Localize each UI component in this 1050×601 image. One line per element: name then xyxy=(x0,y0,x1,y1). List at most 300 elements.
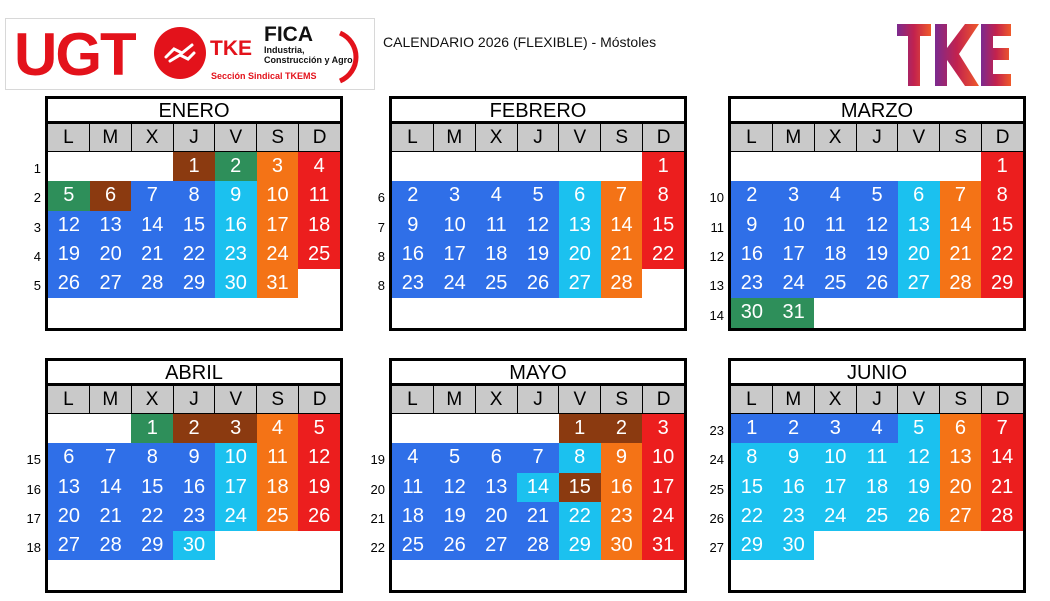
day-cell: 24 xyxy=(773,269,815,298)
empty-cell xyxy=(257,298,299,327)
day-cell: 22 xyxy=(173,240,215,269)
day-cell: 14 xyxy=(601,211,643,240)
empty-cell xyxy=(215,298,257,327)
empty-cell xyxy=(856,531,898,560)
empty-cell xyxy=(434,152,476,181)
day-cell: 11 xyxy=(814,211,856,240)
day-cell: 1 xyxy=(642,152,684,181)
week-number: 26 xyxy=(709,510,724,526)
day-cell: 29 xyxy=(131,531,173,560)
empty-cell xyxy=(898,298,940,327)
weekday-label: L xyxy=(731,386,773,414)
empty-cell xyxy=(392,414,434,443)
day-cell: 9 xyxy=(215,181,257,210)
weekday-header xyxy=(731,124,1023,152)
day-cell: 12 xyxy=(298,443,340,472)
week-row xyxy=(731,240,1023,269)
empty-cell xyxy=(642,560,684,589)
day-cell: 29 xyxy=(731,531,773,560)
day-cell: 17 xyxy=(215,473,257,502)
week-number: 12 xyxy=(709,248,724,264)
empty-cell xyxy=(257,531,299,560)
weekday-label: D xyxy=(982,386,1023,414)
empty-cell xyxy=(940,531,982,560)
empty-cell xyxy=(475,152,517,181)
week-row xyxy=(48,269,340,298)
day-cell: 3 xyxy=(215,414,257,443)
day-cell: 6 xyxy=(898,181,940,210)
weekday-label: D xyxy=(643,386,684,414)
fica-subtitle: Industria, Construcción y Agro xyxy=(264,45,353,65)
empty-cell xyxy=(475,298,517,327)
week-number: 23 xyxy=(709,423,724,438)
week-row xyxy=(392,414,684,443)
day-cell: 17 xyxy=(257,211,299,240)
weekday-label: S xyxy=(940,386,982,414)
empty-cell xyxy=(90,152,132,181)
week-number: 21 xyxy=(370,510,385,526)
day-cell: 24 xyxy=(215,502,257,531)
empty-cell xyxy=(940,560,982,589)
weekday-label: V xyxy=(898,386,940,414)
empty-cell xyxy=(90,414,132,443)
day-cell: 20 xyxy=(559,240,601,269)
day-cell: 1 xyxy=(731,414,773,443)
day-cell: 19 xyxy=(856,240,898,269)
day-cell: 27 xyxy=(48,531,90,560)
empty-cell xyxy=(434,298,476,327)
empty-cell xyxy=(475,560,517,589)
empty-cell xyxy=(940,298,982,327)
day-cell: 15 xyxy=(642,211,684,240)
day-cell: 2 xyxy=(773,414,815,443)
week-row xyxy=(392,152,684,181)
day-cell: 11 xyxy=(257,443,299,472)
weekday-header xyxy=(392,124,684,152)
day-cell: 5 xyxy=(298,414,340,443)
week-row xyxy=(731,473,1023,502)
day-cell: 5 xyxy=(898,414,940,443)
week-row xyxy=(731,560,1023,589)
empty-cell xyxy=(773,152,815,181)
day-cell: 15 xyxy=(173,211,215,240)
weekday-label: S xyxy=(257,386,299,414)
week-number: 3 xyxy=(33,219,41,235)
day-cell: 8 xyxy=(642,181,684,210)
day-cell: 31 xyxy=(257,269,299,298)
day-cell: 8 xyxy=(731,443,773,472)
week-number: 7 xyxy=(377,219,385,235)
day-cell: 11 xyxy=(392,473,434,502)
day-cell: 17 xyxy=(642,473,684,502)
day-cell: 1 xyxy=(173,152,215,181)
ugt-logo-text: UGT xyxy=(14,21,135,88)
weekday-label: J xyxy=(857,124,899,152)
empty-cell xyxy=(48,152,90,181)
day-cell: 8 xyxy=(173,181,215,210)
day-cell: 2 xyxy=(173,414,215,443)
day-cell: 27 xyxy=(90,269,132,298)
day-cell: 4 xyxy=(392,443,434,472)
empty-cell xyxy=(814,152,856,181)
week-row xyxy=(392,531,684,560)
day-cell: 10 xyxy=(257,181,299,210)
empty-cell xyxy=(517,560,559,589)
month-title: ABRIL xyxy=(45,358,343,386)
weekday-label: D xyxy=(982,124,1023,152)
day-cell: 10 xyxy=(215,443,257,472)
day-cell: 4 xyxy=(814,181,856,210)
weekday-label: X xyxy=(476,386,518,414)
week-row xyxy=(731,414,1023,443)
empty-cell xyxy=(731,152,773,181)
week-row xyxy=(48,414,340,443)
month-title: JUNIO xyxy=(728,358,1026,386)
day-cell: 25 xyxy=(298,240,340,269)
empty-cell xyxy=(517,298,559,327)
day-cell: 18 xyxy=(475,240,517,269)
week-row xyxy=(392,240,684,269)
day-cell: 8 xyxy=(559,443,601,472)
day-cell: 30 xyxy=(215,269,257,298)
day-cell: 13 xyxy=(940,443,982,472)
empty-cell xyxy=(642,298,684,327)
day-cell: 19 xyxy=(434,502,476,531)
weekday-label: V xyxy=(215,386,257,414)
month-grid xyxy=(389,386,687,593)
day-cell: 23 xyxy=(601,502,643,531)
day-cell: 9 xyxy=(731,211,773,240)
week-row xyxy=(392,211,684,240)
weekday-label: V xyxy=(215,124,257,152)
empty-cell xyxy=(48,414,90,443)
week-row xyxy=(731,152,1023,181)
day-cell: 22 xyxy=(981,240,1023,269)
empty-cell xyxy=(517,152,559,181)
day-cell: 14 xyxy=(517,473,559,502)
empty-cell xyxy=(773,560,815,589)
weekday-label: J xyxy=(174,386,216,414)
week-number: 8 xyxy=(377,278,385,294)
week-row xyxy=(392,560,684,589)
day-cell: 28 xyxy=(131,269,173,298)
empty-cell xyxy=(298,269,340,298)
day-cell: 3 xyxy=(257,152,299,181)
day-cell: 7 xyxy=(601,181,643,210)
day-cell: 14 xyxy=(90,473,132,502)
empty-cell xyxy=(48,560,90,589)
day-cell: 1 xyxy=(131,414,173,443)
week-row xyxy=(48,211,340,240)
weekday-label: D xyxy=(299,386,340,414)
day-cell: 19 xyxy=(898,473,940,502)
weekday-label: J xyxy=(174,124,216,152)
day-cell: 9 xyxy=(773,443,815,472)
tke-small-logo: TKE xyxy=(210,37,252,60)
handshake-icon xyxy=(154,27,206,79)
day-cell: 28 xyxy=(601,269,643,298)
day-cell: 29 xyxy=(559,531,601,560)
week-row xyxy=(48,181,340,210)
week-number: 2 xyxy=(33,190,41,206)
week-row xyxy=(731,298,1023,327)
empty-cell xyxy=(559,560,601,589)
day-cell: 30 xyxy=(173,531,215,560)
day-cell: 21 xyxy=(90,502,132,531)
weekday-label: M xyxy=(773,124,815,152)
day-cell: 26 xyxy=(434,531,476,560)
week-number: 6 xyxy=(377,190,385,206)
weekday-label: J xyxy=(518,124,560,152)
empty-cell xyxy=(898,560,940,589)
day-cell: 9 xyxy=(173,443,215,472)
day-cell: 8 xyxy=(131,443,173,472)
week-number: 10 xyxy=(709,190,724,206)
day-cell: 22 xyxy=(642,240,684,269)
weekday-label: S xyxy=(601,124,643,152)
empty-cell xyxy=(981,560,1023,589)
week-row xyxy=(48,443,340,472)
day-cell: 4 xyxy=(475,181,517,210)
day-cell: 7 xyxy=(131,181,173,210)
day-cell: 10 xyxy=(814,443,856,472)
day-cell: 24 xyxy=(642,502,684,531)
day-cell: 26 xyxy=(48,269,90,298)
day-cell: 6 xyxy=(559,181,601,210)
day-cell: 25 xyxy=(257,502,299,531)
week-row xyxy=(731,443,1023,472)
week-number: 17 xyxy=(26,510,41,526)
day-cell: 2 xyxy=(392,181,434,210)
day-cell: 21 xyxy=(131,240,173,269)
weekday-label: L xyxy=(392,386,434,414)
week-row xyxy=(392,181,684,210)
week-row xyxy=(48,298,340,327)
weekday-label: V xyxy=(559,124,601,152)
weekday-header xyxy=(731,386,1023,414)
weekday-label: V xyxy=(559,386,601,414)
day-cell: 28 xyxy=(90,531,132,560)
empty-cell xyxy=(856,298,898,327)
day-cell: 15 xyxy=(131,473,173,502)
day-cell: 4 xyxy=(856,414,898,443)
week-row xyxy=(48,531,340,560)
week-row xyxy=(392,443,684,472)
month-title: MARZO xyxy=(728,96,1026,124)
day-cell: 18 xyxy=(392,502,434,531)
day-cell: 28 xyxy=(940,269,982,298)
day-cell: 23 xyxy=(173,502,215,531)
empty-cell xyxy=(131,152,173,181)
day-cell: 10 xyxy=(773,211,815,240)
day-cell: 21 xyxy=(517,502,559,531)
month-grid xyxy=(389,124,687,331)
week-row xyxy=(392,269,684,298)
week-number: 27 xyxy=(709,540,724,556)
empty-cell xyxy=(131,298,173,327)
empty-cell xyxy=(601,152,643,181)
empty-cell xyxy=(392,298,434,327)
week-number: 18 xyxy=(26,540,41,556)
day-cell: 15 xyxy=(559,473,601,502)
day-cell: 31 xyxy=(773,298,815,327)
ugt-fica-logo xyxy=(5,18,375,90)
day-cell: 3 xyxy=(434,181,476,210)
month-grid xyxy=(45,386,343,593)
week-row xyxy=(48,240,340,269)
empty-cell xyxy=(298,298,340,327)
day-cell: 16 xyxy=(173,473,215,502)
day-cell: 12 xyxy=(898,443,940,472)
day-cell: 20 xyxy=(940,473,982,502)
day-cell: 6 xyxy=(48,443,90,472)
weekday-label: M xyxy=(434,124,476,152)
day-cell: 25 xyxy=(814,269,856,298)
day-cell: 5 xyxy=(434,443,476,472)
empty-cell xyxy=(517,414,559,443)
day-cell: 27 xyxy=(559,269,601,298)
day-cell: 19 xyxy=(48,240,90,269)
empty-cell xyxy=(814,531,856,560)
weekday-label: X xyxy=(132,124,174,152)
weekday-label: X xyxy=(815,124,857,152)
week-number: 14 xyxy=(709,307,724,323)
weekday-label: L xyxy=(48,124,90,152)
day-cell: 7 xyxy=(981,414,1023,443)
empty-cell xyxy=(559,298,601,327)
day-cell: 4 xyxy=(257,414,299,443)
day-cell: 30 xyxy=(601,531,643,560)
day-cell: 23 xyxy=(392,269,434,298)
weekday-label: X xyxy=(132,386,174,414)
weekday-label: X xyxy=(476,124,518,152)
empty-cell xyxy=(173,560,215,589)
day-cell: 6 xyxy=(475,443,517,472)
day-cell: 11 xyxy=(298,181,340,210)
empty-cell xyxy=(215,560,257,589)
day-cell: 21 xyxy=(940,240,982,269)
empty-cell xyxy=(898,152,940,181)
week-row xyxy=(48,152,340,181)
day-cell: 17 xyxy=(814,473,856,502)
day-cell: 25 xyxy=(475,269,517,298)
day-cell: 21 xyxy=(981,473,1023,502)
weekday-label: M xyxy=(90,386,132,414)
day-cell: 7 xyxy=(90,443,132,472)
day-cell: 13 xyxy=(559,211,601,240)
week-number: 1 xyxy=(33,161,41,176)
day-cell: 30 xyxy=(773,531,815,560)
empty-cell xyxy=(856,152,898,181)
empty-cell xyxy=(298,560,340,589)
day-cell: 24 xyxy=(434,269,476,298)
day-cell: 7 xyxy=(517,443,559,472)
day-cell: 5 xyxy=(517,181,559,210)
weekday-label: L xyxy=(48,386,90,414)
day-cell: 17 xyxy=(434,240,476,269)
day-cell: 16 xyxy=(392,240,434,269)
day-cell: 13 xyxy=(48,473,90,502)
week-number: 13 xyxy=(709,278,724,294)
empty-cell xyxy=(856,560,898,589)
day-cell: 11 xyxy=(856,443,898,472)
weekday-label: L xyxy=(731,124,773,152)
day-cell: 16 xyxy=(731,240,773,269)
day-cell: 26 xyxy=(298,502,340,531)
month-grid xyxy=(728,124,1026,331)
day-cell: 25 xyxy=(392,531,434,560)
day-cell: 3 xyxy=(814,414,856,443)
empty-cell xyxy=(731,560,773,589)
month-title: ENERO xyxy=(45,96,343,124)
empty-cell xyxy=(981,531,1023,560)
week-row xyxy=(392,298,684,327)
empty-cell xyxy=(131,560,173,589)
month-title: FEBRERO xyxy=(389,96,687,124)
day-cell: 18 xyxy=(814,240,856,269)
day-cell: 24 xyxy=(257,240,299,269)
day-cell: 3 xyxy=(642,414,684,443)
day-cell: 22 xyxy=(731,502,773,531)
day-cell: 2 xyxy=(731,181,773,210)
weekday-header xyxy=(48,386,340,414)
day-cell: 13 xyxy=(90,211,132,240)
day-cell: 20 xyxy=(475,502,517,531)
day-cell: 17 xyxy=(773,240,815,269)
weekday-label: M xyxy=(90,124,132,152)
day-cell: 28 xyxy=(517,531,559,560)
day-cell: 16 xyxy=(601,473,643,502)
day-cell: 23 xyxy=(773,502,815,531)
day-cell: 5 xyxy=(856,181,898,210)
day-cell: 19 xyxy=(517,240,559,269)
day-cell: 29 xyxy=(981,269,1023,298)
week-row xyxy=(731,181,1023,210)
day-cell: 14 xyxy=(131,211,173,240)
empty-cell xyxy=(642,269,684,298)
day-cell: 20 xyxy=(48,502,90,531)
day-cell: 26 xyxy=(856,269,898,298)
day-cell: 14 xyxy=(940,211,982,240)
week-row xyxy=(392,473,684,502)
week-row xyxy=(731,531,1023,560)
day-cell: 27 xyxy=(898,269,940,298)
week-number: 16 xyxy=(26,481,41,497)
page-title: CALENDARIO 2026 (FLEXIBLE) - Móstoles xyxy=(383,34,657,50)
day-cell: 24 xyxy=(814,502,856,531)
day-cell: 16 xyxy=(773,473,815,502)
day-cell: 6 xyxy=(90,181,132,210)
day-cell: 12 xyxy=(856,211,898,240)
day-cell: 19 xyxy=(298,473,340,502)
empty-cell xyxy=(940,152,982,181)
day-cell: 14 xyxy=(981,443,1023,472)
day-cell: 26 xyxy=(517,269,559,298)
weekday-label: M xyxy=(773,386,815,414)
day-cell: 15 xyxy=(981,211,1023,240)
empty-cell xyxy=(392,560,434,589)
week-number: 4 xyxy=(33,248,41,264)
week-row xyxy=(392,502,684,531)
week-number: 8 xyxy=(377,248,385,264)
month-grid xyxy=(45,124,343,331)
day-cell: 12 xyxy=(48,211,90,240)
empty-cell xyxy=(298,531,340,560)
empty-cell xyxy=(601,560,643,589)
week-number: 20 xyxy=(370,481,385,497)
day-cell: 12 xyxy=(517,211,559,240)
week-row xyxy=(48,502,340,531)
